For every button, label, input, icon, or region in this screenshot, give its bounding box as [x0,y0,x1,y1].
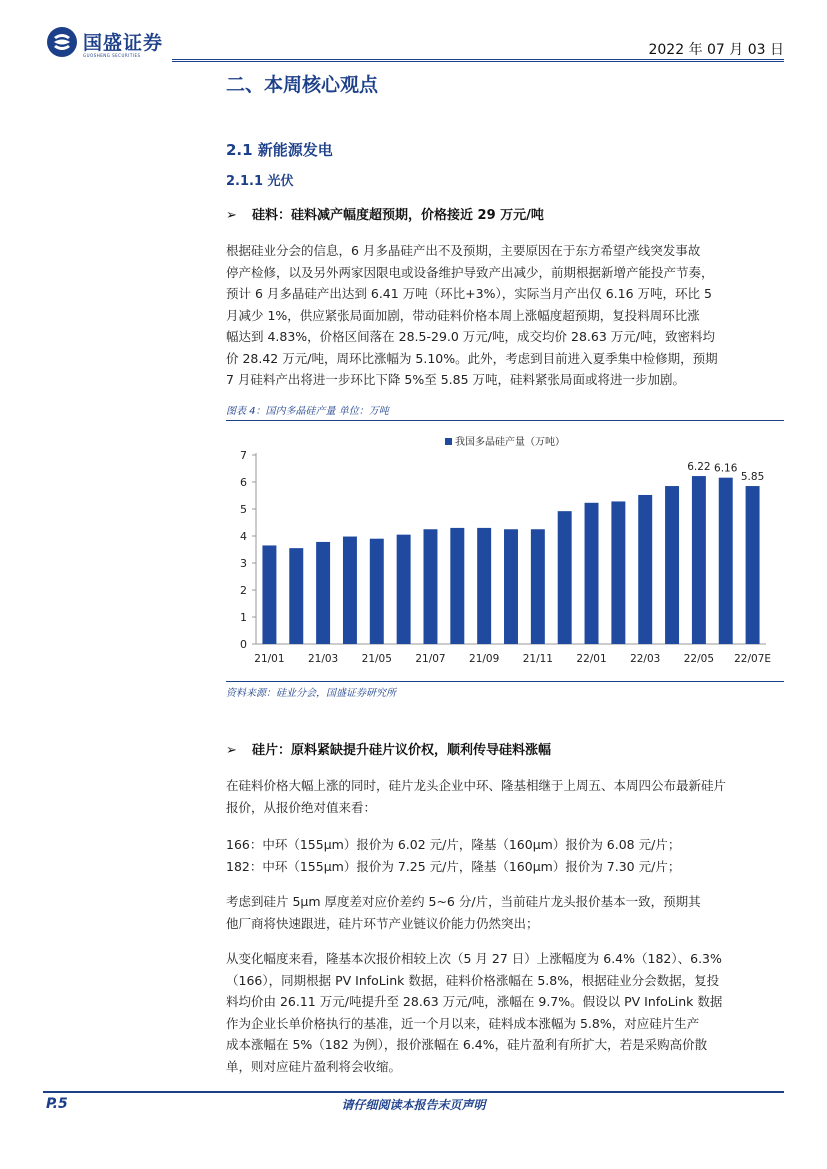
page-number: P.5 [46,1096,68,1112]
text-line: 幅达到 4.83%，价格区间落在 28.5-29.0 万元/吨，成交均价 28.63 万元/吨，致密料均 [226,329,715,344]
x-tick-label: 21/05 [361,653,392,665]
bar-21/10 [504,529,518,644]
company-logo [46,26,176,60]
bar-21/06 [397,535,411,644]
polysilicon-output-chart [226,424,784,678]
paragraph-wafer-thickness [226,891,788,934]
logo-mark-icon [46,26,78,58]
bar-21/02 [289,548,303,644]
y-tick-label: 6 [240,476,247,489]
bullet-heading-text: 硅片：原料紧缺提升硅片议价权，顺利传导硅料涨幅 [252,743,552,758]
bar-21/08 [450,528,464,644]
text-line: 价 28.42 万元/吨，周环比涨幅为 5.10%。此外，考虑到目前进入夏季集中检修期，预期 [226,350,718,366]
bar-21/12 [558,511,572,644]
x-tick-label: 22/01 [576,653,607,665]
y-tick-label: 4 [240,530,247,543]
text-line: 预计 6 月多晶硅产出达到 6.41 万吨（环比+3%），实际当月产出仅 6.16 万吨，环比 5 [226,286,712,301]
bar-22/03 [638,495,652,644]
text-line: 单，则对应硅片盈利将会收缩。 [226,1058,402,1074]
section-title: 二、本周核心观点 [226,74,379,96]
text-line: 月减少 1%，供应紧张局面加剧，带动硅料价格本周上涨幅度超预期，复投料周环比涨 [226,307,700,323]
text-line: 在硅料价格大幅上涨的同时，硅片龙头企业中环、隆基相继于上周五、本周四公布最新硅片 [226,778,727,793]
bar-21/11 [531,529,545,644]
x-tick-label: 21/11 [522,653,553,665]
paragraph-wafer-intro [226,775,788,818]
text-line: 166：中环（155μm）报价为 6.02 元/片，隆基（160μm）报价为 6.08 元/片； [226,837,681,852]
brand-sub: GUOSHENG SECURITIES [83,53,141,58]
bar-22/04 [665,486,679,644]
x-tick-label: 21/07 [415,653,446,665]
arrow-bullet-icon: ➢ [226,743,237,758]
text-line: 182：中环（155μm）报价为 7.25 元/片，隆基（160μm）报价为 7.30 元/片； [226,858,681,874]
bar-21/04 [343,537,357,644]
data-label: 5.85 [740,471,765,484]
text-line: （166），同期根据 PV InfoLink 数据，硅料价格涨幅在 5.8%，根据硅业分会数据，复投 [226,972,720,988]
report-date: 2022 年 07 月 03 日 [648,42,784,58]
bar-22/06 [719,478,733,644]
bar-22/01 [585,503,599,644]
x-tick-label: 22/07E [734,653,772,665]
brand-name: 国盛证券 [83,32,164,54]
text-line: 7 月硅料产出将进一步环比下降 5%至 5.85 万吨，硅料紧张局面或将进一步加剧。 [226,372,686,387]
text-line: 考虑到硅片 5μm 厚度差对应价差约 5~6 分/片，当前硅片龙头报价基本一致，预期其 [226,894,701,909]
x-tick-label: 22/03 [630,653,661,665]
header-divider [172,59,784,60]
y-tick-label: 3 [240,557,247,570]
figure-source: 资料来源：硅业分会，国盛证券研究所 [226,688,396,699]
legend-label: 我国多晶硅产量（万吨） [455,437,565,448]
bar-21/07 [423,529,437,644]
bar-22/05 [692,476,706,644]
figure-caption: 图表 4：国内多晶硅产量 单位：万吨 [226,406,389,417]
paragraph-silicon [226,240,788,391]
bar-22/02 [611,501,625,644]
data-label: 6.22 [687,461,711,474]
paragraph-wafer-change [226,948,788,1077]
text-line: 根据硅业分会的信息，6 月多晶硅产出不及预期，主要原因在于东方希望产线突发事故 [226,243,701,258]
y-tick-label: 1 [240,611,247,624]
figure-top-rule [226,420,784,421]
x-tick-label: 21/09 [469,653,500,665]
y-tick-label: 0 [240,638,247,651]
bar-21/01 [262,545,276,644]
bar-21/09 [477,528,491,644]
bullet-heading-text: 硅料：硅料减产幅度超预期，价格接近 29 万元/吨 [252,208,544,223]
subsubsection-title: 2.1.1 光伏 [226,174,294,189]
text-line: 成本涨幅在 5%（182 为例），报价涨幅在 6.4%，硅片盈利有所扩大，若是采购高价散 [226,1037,708,1052]
data-label: 6.16 [714,462,738,475]
bullet-heading-silicon [226,204,544,223]
legend-swatch [445,438,452,445]
bar-22/07E [746,486,760,644]
y-tick-label: 7 [240,449,247,462]
bar-21/05 [370,539,384,644]
text-line: 他厂商将快速跟进，硅片环节产业链议价能力仍然突出； [226,915,539,931]
subsection-title: 2.1 新能源发电 [226,141,333,159]
figure-bottom-rule [226,681,784,682]
y-tick-label: 2 [240,584,247,597]
paragraph-wafer-prices [226,834,788,877]
y-tick-label: 5 [240,503,247,516]
footer-disclaimer: 请仔细阅读本报告末页声明 [341,1098,486,1112]
text-line: 作为企业长单价格执行的基准，近一个月以来，硅料成本涨幅为 5.8%，对应硅片生产 [226,1015,700,1031]
footer-divider [43,1091,784,1093]
arrow-bullet-icon: ➢ [226,208,237,223]
x-tick-label: 21/01 [254,653,285,665]
text-line: 报价，从报价绝对值来看： [226,799,377,815]
text-line: 料均价由 26.11 万元/吨提升至 28.63 万元/吨，涨幅在 9.7%。假设以 PV InfoLink 数据 [226,994,723,1009]
text-line: 停产检修，以及另外两家因限电或设备维护导致产出减少，前期根据新增产能投产节奏， [226,264,714,280]
x-tick-label: 22/05 [683,653,715,665]
x-tick-label: 21/03 [307,653,339,665]
bar-21/03 [316,542,330,644]
header-divider-2 [172,61,784,62]
text-line: 从变化幅度来看，隆基本次报价相较上次（5 月 27 日）上涨幅度为 6.4%（182）、6.3% [226,951,722,966]
bullet-heading-wafer [226,739,551,758]
